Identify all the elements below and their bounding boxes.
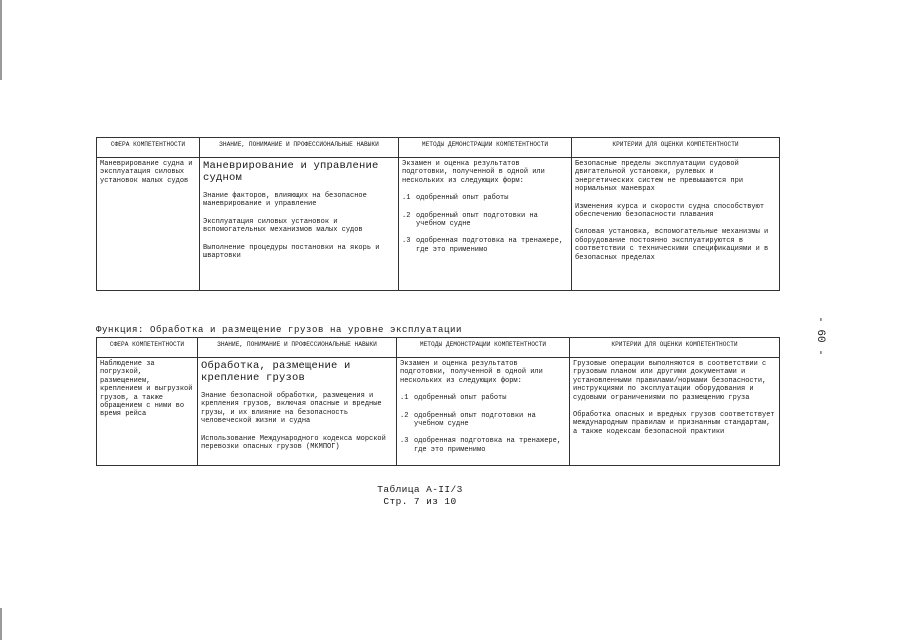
table-label: Таблица А-II/3 <box>377 484 463 495</box>
knowledge-title: Обработка, размещение и крепление грузов <box>201 360 351 384</box>
method-number: .3 <box>400 437 409 446</box>
sphere-cell: Наблюдение за погрузкой, размещением, креплением и выгрузкой грузов, а также обращением с ними во время рейса <box>97 358 198 466</box>
table-header-row <box>97 338 780 358</box>
knowledge-item: Эксплуатация силовых установок и вспомогательных механизмов малых судов <box>203 217 363 235</box>
method-item <box>400 437 566 454</box>
method-text: одобренный опыт подготовки на учебном судне <box>414 411 536 429</box>
method-item <box>400 412 566 429</box>
competence-table-2 <box>96 337 780 466</box>
knowledge-cell <box>200 158 399 291</box>
header-criteria: КРИТЕРИИ ДЛЯ ОЦЕНКИ КОМПЕТЕНТНОСТИ <box>572 138 780 158</box>
knowledge-item: Знание безопасной обработки, размещения и крепления грузов, включая опасные и вредные грузы, и их влияние на безопасность человеческой жизни и судна <box>201 392 382 426</box>
scan-edge-mark <box>0 608 2 640</box>
methods-cell <box>399 158 572 291</box>
criteria-item: Грузовые операции выполняются в соответствии с грузовым планом или другими документами и установленными правилами/нормами безопасности, инструкциями по эксплуатации оборудования и судовыми ограничениями по размещению груза <box>573 360 767 402</box>
knowledge-cell <box>198 358 397 466</box>
method-text: одобренный опыт подготовки на учебном судне <box>416 211 538 229</box>
method-number: .1 <box>400 394 409 403</box>
methods-intro: Экзамен и оценка результатов подготовки, полученной в одной или нескольких из следующих форм: <box>400 360 543 385</box>
competence-table-1 <box>96 137 780 291</box>
header-methods: МЕТОДЫ ДЕМОНСТРАЦИИ КОМПЕТЕНТНОСТИ <box>397 338 570 358</box>
method-text: одобренная подготовка на тренажере, где это применимо <box>414 437 562 454</box>
methods-intro: Экзамен и оценка результатов подготовки, полученной в одной или нескольких из следующих форм: <box>402 160 545 185</box>
criteria-item: Обработка опасных и вредных грузов соответствует международным правилам и признанным стандартам, а также кодексам безопасной практики <box>573 411 775 436</box>
header-criteria: КРИТЕРИИ ДЛЯ ОЦЕНКИ КОМПЕТЕНТНОСТИ <box>570 338 780 358</box>
sphere-cell: Маневрирование судна и эксплуатация силовых установок малых судов <box>97 158 200 291</box>
table-row <box>97 158 780 291</box>
function-title: Функция: Обработка и размещение грузов на уровне эксплуатации <box>96 325 463 335</box>
page-footer <box>360 484 480 507</box>
criteria-cell <box>572 158 780 291</box>
header-sphere: СФЕРА КОМПЕТЕНТНОСТИ <box>97 338 198 358</box>
method-item <box>400 394 566 402</box>
side-page-number: - 60 - <box>814 316 826 356</box>
knowledge-title: Маневрирование и управление судном <box>203 160 379 184</box>
table-header-row <box>97 138 780 158</box>
header-knowledge: ЗНАНИЕ, ПОНИМАНИЕ И ПРОФЕССИОНАЛЬНЫЕ НАВЫКИ <box>198 338 397 358</box>
method-text: одобренный опыт работы <box>416 194 509 203</box>
header-sphere: СФЕРА КОМПЕТЕНТНОСТИ <box>97 138 200 158</box>
criteria-item: Безопасные пределы эксплуатации судовой двигательной установки, рулевых и энергетических систем не превышаются при нормальных маневрах <box>575 160 744 194</box>
method-item <box>402 194 568 202</box>
knowledge-item: Знание факторов, влияющих на безопасное маневрирование и управление <box>203 192 367 209</box>
knowledge-item: Выполнение процедуры постановки на якорь и швартовки <box>203 243 380 261</box>
criteria-cell <box>570 358 780 466</box>
table-row <box>97 358 780 466</box>
method-text: одобренная подготовка на тренажере, где это применимо <box>416 237 564 254</box>
scan-edge-mark <box>0 0 2 80</box>
criteria-item: Изменения курса и скорости судна способствуют обеспечению безопасности плавания <box>575 202 765 220</box>
method-number: .2 <box>402 211 411 220</box>
knowledge-item: Использование Международного кодекса морской перевозки опасных грузов (МКМПОГ) <box>201 434 386 452</box>
method-item <box>402 212 568 229</box>
method-text: одобренный опыт работы <box>414 394 507 403</box>
method-number: .2 <box>400 411 409 420</box>
method-item <box>402 237 568 254</box>
methods-cell <box>397 358 570 466</box>
page-label: Стр. 7 из 10 <box>383 495 457 507</box>
method-number: .3 <box>402 237 411 246</box>
header-methods: МЕТОДЫ ДЕМОНСТРАЦИИ КОМПЕТЕНТНОСТИ <box>399 138 572 158</box>
criteria-item: Силовая установка, вспомогательные механизмы и оборудование постоянно эксплуатируются в соответствии с техническими спецификациями и в безопасных пределах <box>575 228 769 262</box>
method-number: .1 <box>402 194 411 203</box>
header-knowledge: ЗНАНИЕ, ПОНИМАНИЕ И ПРОФЕССИОНАЛЬНЫЕ НАВЫКИ <box>200 138 399 158</box>
